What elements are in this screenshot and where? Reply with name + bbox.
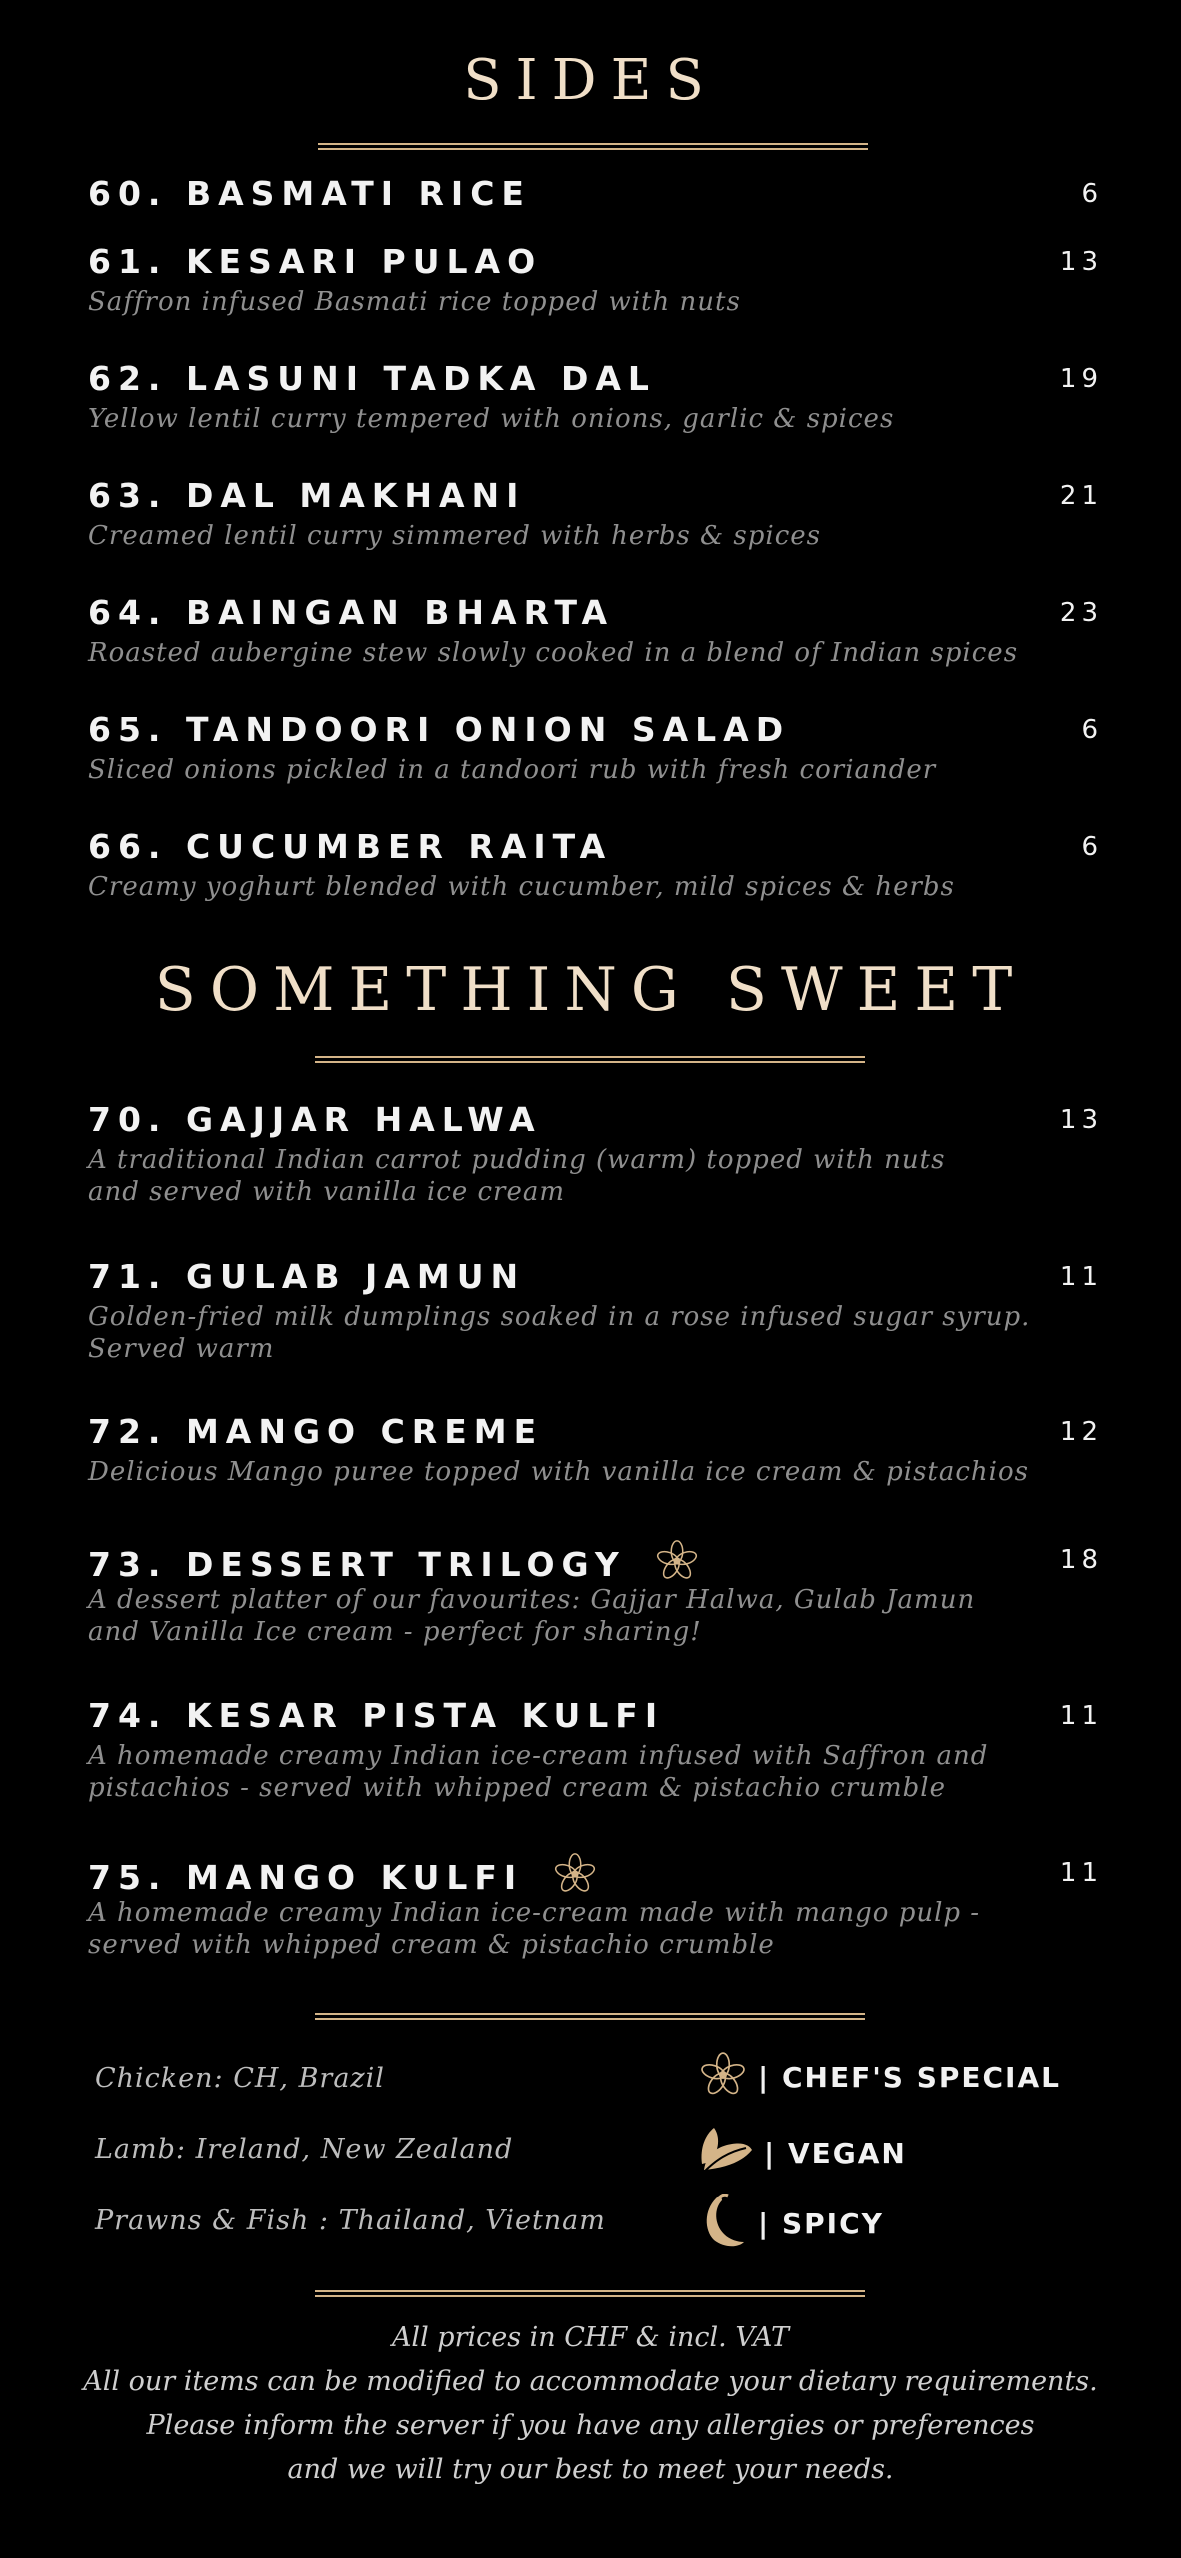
item-price: 19 xyxy=(1059,364,1103,394)
divider xyxy=(318,143,868,150)
footer-note xyxy=(0,2316,1181,2492)
item-price: 6 xyxy=(1081,715,1103,745)
menu-item xyxy=(88,1255,1103,1365)
menu-item xyxy=(88,1694,1103,1804)
item-price: 11 xyxy=(1059,1262,1103,1292)
footer-line: Please inform the server if you have any allergies or preferences xyxy=(146,2410,1035,2441)
item-name-text: 75. MANGO KULFI xyxy=(88,1858,524,1897)
item-name-text: 73. DESSERT TRILOGY xyxy=(88,1545,626,1584)
item-description: Saffron infused Basmati rice topped with nuts xyxy=(88,287,741,317)
menu-item xyxy=(88,1538,1103,1648)
item-price: 12 xyxy=(1059,1417,1103,1447)
item-price: 13 xyxy=(1059,247,1103,277)
menu-item xyxy=(88,708,1103,786)
legend-chefs-special xyxy=(698,2050,1061,2104)
menu-item xyxy=(88,474,1103,552)
item-name xyxy=(88,1538,700,1595)
chefs-special-flower-icon xyxy=(552,1851,598,1908)
menu-item xyxy=(88,172,1103,216)
item-description: Creamy yoghurt blended with cucumber, mild spices & herbs xyxy=(88,872,955,902)
legend-label: | VEGAN xyxy=(764,2136,907,2170)
item-name: 71. GULAB JAMUN xyxy=(88,1257,526,1296)
menu-item xyxy=(88,1851,1103,1961)
item-name: 62. LASUNI TADKA DAL xyxy=(88,359,656,398)
item-description: Golden-fried milk dumplings soaked in a rose infused sugar syrup. xyxy=(88,1302,1031,1332)
item-name: 63. DAL MAKHANI xyxy=(88,476,526,515)
origin-lamb: Lamb: Ireland, New Zealand xyxy=(95,2134,514,2165)
item-name: 66. CUCUMBER RAITA xyxy=(88,827,613,866)
divider xyxy=(315,1056,865,1063)
menu-item xyxy=(88,240,1103,318)
item-price: 23 xyxy=(1059,598,1103,628)
item-price: 21 xyxy=(1059,481,1103,511)
flower-icon xyxy=(698,2050,748,2104)
item-name: 74. KESAR PISTA KULFI xyxy=(88,1696,665,1735)
item-description: A traditional Indian carrot pudding (warm) topped with nuts xyxy=(88,1145,946,1175)
item-description: Served warm xyxy=(88,1334,275,1364)
footer-line: and we will try our best to meet your needs. xyxy=(287,2454,894,2485)
menu-item xyxy=(88,591,1103,669)
footer-line: All prices in CHF & incl. VAT xyxy=(391,2322,790,2353)
section-title-sweet: SOMETHING SWEET xyxy=(154,955,1027,1025)
item-name: 64. BAINGAN BHARTA xyxy=(88,593,614,632)
item-name: 72. MANGO CREME xyxy=(88,1412,544,1451)
item-description: Creamed lentil curry simmered with herbs & spices xyxy=(88,521,821,551)
item-description: Yellow lentil curry tempered with onions, garlic & spices xyxy=(88,404,895,434)
leaf-icon xyxy=(698,2124,754,2182)
item-description: A homemade creamy Indian ice-cream made with mango pulp - xyxy=(88,1898,981,1928)
item-name: 65. TANDOORI ONION SALAD xyxy=(88,710,791,749)
origin-prawns-fish: Prawns & Fish : Thailand, Vietnam xyxy=(95,2205,606,2236)
footer-line: All our items can be modified to accommodate your dietary requirements. xyxy=(83,2366,1098,2397)
item-name xyxy=(88,1851,598,1908)
item-price: 11 xyxy=(1059,1858,1103,1888)
item-description: and Vanilla Ice cream - perfect for sharing! xyxy=(88,1617,702,1647)
menu-item xyxy=(88,1410,1103,1488)
legend-label: | CHEF'S SPECIAL xyxy=(758,2060,1061,2094)
origin-chicken: Chicken: CH, Brazil xyxy=(95,2063,385,2094)
legend-spicy xyxy=(698,2194,884,2252)
divider xyxy=(315,2013,865,2020)
menu-item xyxy=(88,825,1103,903)
section-title-sides: SIDES xyxy=(463,48,718,113)
item-name: 60. BASMATI RICE xyxy=(88,174,531,213)
item-description: Delicious Mango puree topped with vanilla ice cream & pistachios xyxy=(88,1457,1029,1487)
chili-icon xyxy=(698,2194,748,2252)
menu-item xyxy=(88,1098,1103,1208)
item-price: 13 xyxy=(1059,1105,1103,1135)
menu-item xyxy=(88,357,1103,435)
item-description: A dessert platter of our favourites: Gajjar Halwa, Gulab Jamun xyxy=(88,1585,976,1615)
item-description: served with whipped cream & pistachio crumble xyxy=(88,1930,775,1960)
item-description: pistachios - served with whipped cream & pistachio crumble xyxy=(88,1773,946,1803)
item-name: 70. GAJJAR HALWA xyxy=(88,1100,542,1139)
item-description: and served with vanilla ice cream xyxy=(88,1177,566,1207)
item-description: Sliced onions pickled in a tandoori rub with fresh coriander xyxy=(88,755,937,785)
item-price: 11 xyxy=(1059,1701,1103,1731)
item-name: 61. KESARI PULAO xyxy=(88,242,543,281)
item-price: 18 xyxy=(1059,1545,1103,1575)
item-description: Roasted aubergine stew slowly cooked in a blend of Indian spices xyxy=(88,638,1019,668)
divider xyxy=(315,2290,865,2297)
legend-vegan xyxy=(698,2124,907,2182)
item-price: 6 xyxy=(1081,832,1103,862)
legend-label: | SPICY xyxy=(758,2206,884,2240)
item-description: A homemade creamy Indian ice-cream infused with Saffron and xyxy=(88,1741,989,1771)
chefs-special-flower-icon xyxy=(654,1538,700,1595)
item-price: 6 xyxy=(1081,179,1103,209)
